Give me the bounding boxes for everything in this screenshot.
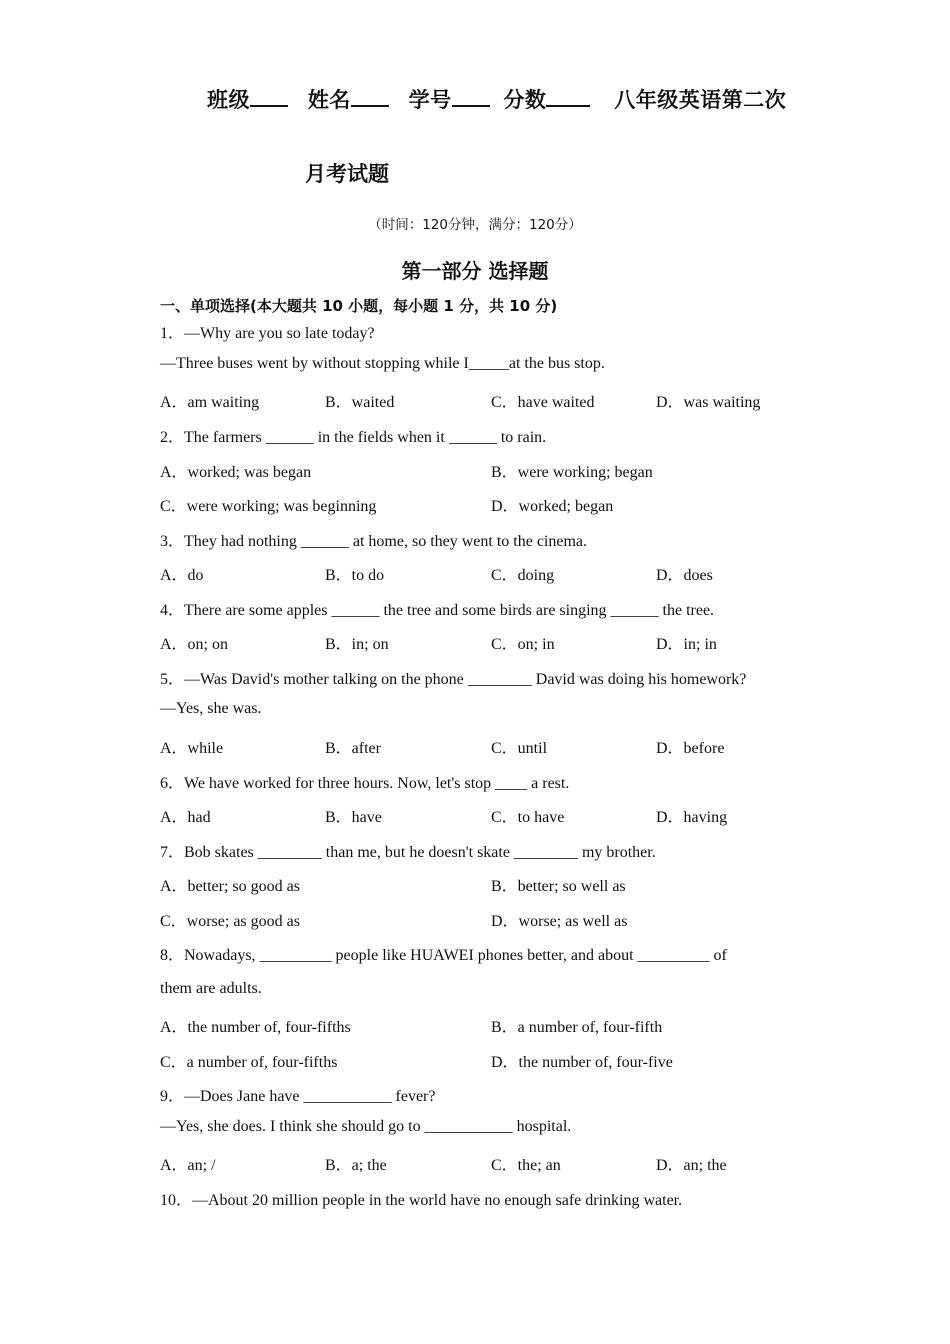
question-3-stem: 3．They had nothing ______ at home, so they went to the cinema. [160, 533, 588, 550]
question-5-option-d[interactable]: D．before [656, 740, 725, 757]
question-7-option-a[interactable]: A．better; so good as [160, 878, 300, 895]
question-7-option-d[interactable]: D．worse; as well as [491, 913, 628, 930]
question-8-option-d[interactable]: D．the number of, four-five [491, 1054, 673, 1071]
name-label: 姓名 [307, 88, 351, 112]
question-6-option-c[interactable]: C．to have [491, 809, 565, 826]
question-4-option-d[interactable]: D．in; in [656, 636, 717, 653]
question-1-option-b[interactable]: B．waited [325, 394, 395, 411]
section-title: 一、单项选择(本大题共 10 小题，每小题 1 分，共 10 分) [160, 297, 558, 315]
question-4-stem: 4．There are some apples ______ the tree and some birds are singing ______ the tree. [160, 602, 715, 619]
question-9-option-a[interactable]: A．an; / [160, 1157, 216, 1174]
name-blank[interactable] [351, 87, 389, 107]
question-7-option-b[interactable]: B．better; so well as [491, 878, 626, 895]
question-1-option-a[interactable]: A．am waiting [160, 394, 260, 411]
score-blank[interactable] [546, 87, 590, 107]
id-label: 学号 [408, 88, 452, 112]
question-5-option-a[interactable]: A．while [160, 740, 224, 757]
question-6-option-b[interactable]: B．have [325, 809, 382, 826]
question-6-option-a[interactable]: A．had [160, 809, 211, 826]
question-7-option-c[interactable]: C．worse; as good as [160, 913, 300, 930]
question-8-line2: them are adults. [160, 980, 262, 997]
question-6-option-d[interactable]: D．having [656, 809, 728, 826]
question-3-option-d[interactable]: D．does [656, 567, 713, 584]
question-2-option-b[interactable]: B．were working; began [491, 464, 653, 481]
question-1-stem: 1．—Why are you so late today? [160, 325, 375, 342]
exam-title-continued: 月考试题 [305, 162, 389, 186]
question-8-option-b[interactable]: B．a number of, four-fifth [491, 1019, 663, 1036]
question-3-option-b[interactable]: B．to do [325, 567, 385, 584]
score-label: 分数 [503, 88, 547, 112]
question-8-option-c[interactable]: C．a number of, four-fifths [160, 1054, 338, 1071]
question-4-option-a[interactable]: A．on; on [160, 636, 229, 653]
question-9-line2: —Yes, she does. I think she should go to ___________ hospital. [160, 1118, 572, 1135]
question-1-option-c[interactable]: C．have waited [491, 394, 595, 411]
question-1-option-d[interactable]: D．was waiting [656, 394, 761, 411]
question-8-option-a[interactable]: A．the number of, four-fifths [160, 1019, 351, 1036]
question-3-option-a[interactable]: A．do [160, 567, 204, 584]
question-5-option-b[interactable]: B．after [325, 740, 381, 757]
question-2-stem: 2．The farmers ______ in the fields when it ______ to rain. [160, 429, 547, 446]
question-8-stem: 8．Nowadays, _________ people like HUAWEI phones better, and about _________ of [160, 947, 727, 964]
class-blank[interactable] [250, 87, 288, 107]
question-5-line2: —Yes, she was. [160, 700, 262, 717]
part-title: 第一部分 选择题 [401, 259, 549, 283]
question-9-stem: 9．—Does Jane have ___________ fever? [160, 1088, 436, 1105]
question-2-option-d[interactable]: D．worked; began [491, 498, 614, 515]
question-7-stem: 7．Bob skates ________ than me, but he doesn't skate ________ my brother. [160, 844, 656, 861]
question-2-option-c[interactable]: C．were working; was beginning [160, 498, 377, 515]
question-4-option-c[interactable]: C．on; in [491, 636, 555, 653]
question-9-option-b[interactable]: B．a; the [325, 1157, 387, 1174]
question-1-line2: —Three buses went by without stopping while I_____at the bus stop. [160, 355, 605, 372]
exam-title: 八年级英语第二次 [614, 88, 787, 112]
question-9-option-c[interactable]: C．the; an [491, 1157, 561, 1174]
id-blank[interactable] [452, 87, 490, 107]
question-6-stem: 6．We have worked for three hours. Now, let's stop ____ a rest. [160, 775, 570, 792]
question-3-option-c[interactable]: C．doing [491, 567, 555, 584]
time-note: （时间：120分钟，满分：120分） [368, 217, 582, 233]
question-10-stem: 10．—About 20 million people in the world have no enough safe drinking water. [160, 1192, 683, 1209]
question-9-option-d[interactable]: D．an; the [656, 1157, 727, 1174]
exam-header [207, 84, 786, 114]
question-4-option-b[interactable]: B．in; on [325, 636, 389, 653]
question-2-option-a[interactable]: A．worked; was began [160, 464, 312, 481]
question-5-option-c[interactable]: C．until [491, 740, 548, 757]
question-5-stem: 5．—Was David's mother talking on the phone ________ David was doing his homework? [160, 671, 747, 688]
class-label: 班级 [207, 88, 250, 112]
